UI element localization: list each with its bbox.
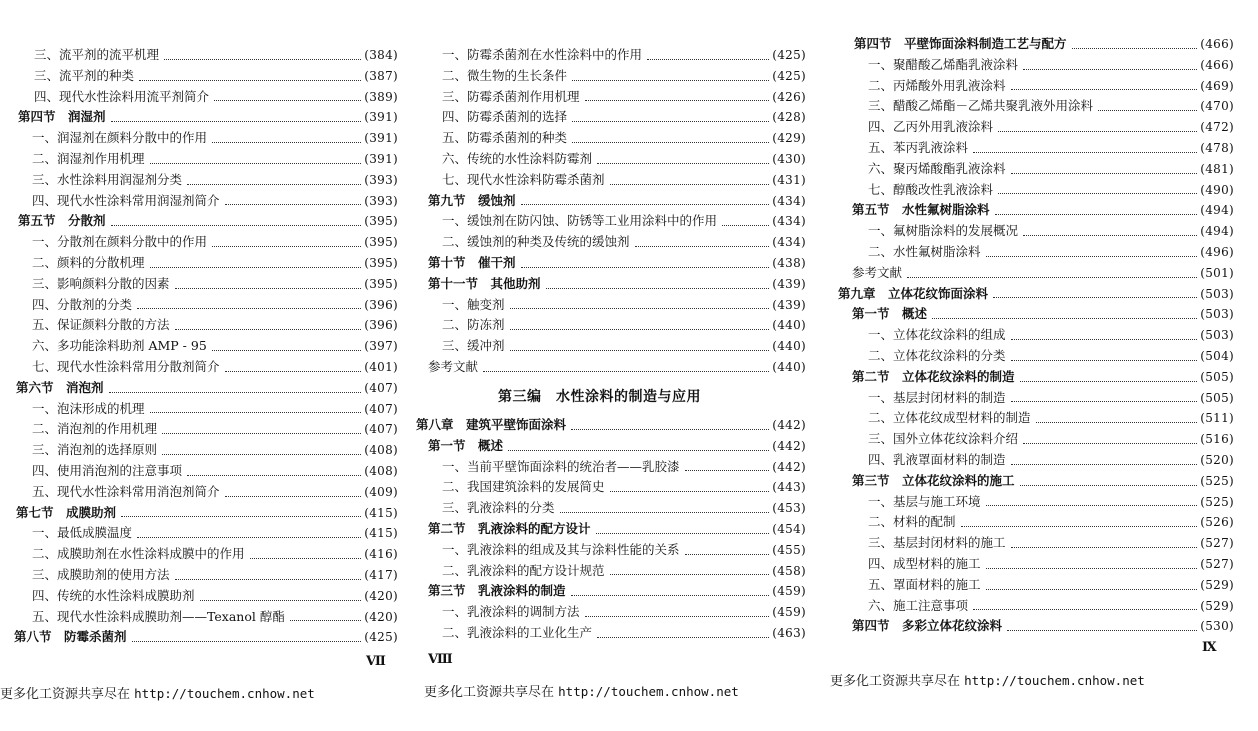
- toc-entry: 一、聚醋酸乙烯酯乳液涂料 (466): [868, 56, 1234, 72]
- toc-entry: 一、泡沫形成的机理 (407): [32, 400, 398, 416]
- toc-entry: 一、立体花纹涂料的组成 (503): [868, 327, 1234, 343]
- toc-section: 第七节 成膜助剂 (415): [16, 504, 398, 520]
- toc-entry: 二、颜料的分散机理 (395): [32, 254, 398, 270]
- toc-entry: 二、乳液涂料的配方设计规范 (458): [442, 562, 806, 578]
- toc-entry: 六、施工注意事项 (529): [868, 597, 1234, 613]
- toc-entry: 三、基层封闭材料的施工 (527): [868, 535, 1234, 551]
- toc-list-top: [416, 45, 806, 378]
- page-folio: Ⅸ: [1202, 640, 1217, 655]
- toc-entry: 五、现代水性涂料常用消泡剂简介 (409): [32, 483, 398, 499]
- toc-entry: 七、醇酸改性乳液涂料 (490): [868, 181, 1234, 197]
- page-folio: Ⅶ: [366, 654, 386, 669]
- toc-entry: 一、触变剂 (439): [442, 296, 806, 312]
- toc-entry: 三、水性涂料用润湿剂分类 (393): [32, 171, 398, 187]
- toc-entry: 一、润湿剂在颜料分散中的作用 (391): [32, 130, 398, 146]
- toc-section: 第五节 分散剂 (395): [18, 213, 398, 229]
- toc-entry: 二、立体花纹成型材料的制造 (511): [868, 410, 1234, 426]
- toc-entry: 四、分散剂的分类 (396): [32, 296, 398, 312]
- toc-entry: 三、流平剂的种类 (387): [34, 67, 398, 83]
- toc-entry: 二、材料的配制 (526): [868, 514, 1234, 530]
- toc-entry: 五、防霉杀菌剂的种类 (429): [442, 130, 806, 146]
- toc-entry: 一、乳液涂料的组成及其与涂料性能的关系 (455): [442, 541, 806, 557]
- toc-section: 第一节 概述 (442): [428, 437, 806, 453]
- toc-entry: 一、乳液涂料的调制方法 (459): [442, 604, 806, 620]
- footer-credit: [424, 681, 739, 700]
- footer-text: 更多化工资源共享尽在: [0, 687, 131, 702]
- toc-section: 第十一节 其他助剂 (439): [428, 275, 806, 291]
- toc-entry: 三、成膜助剂的使用方法 (417): [32, 566, 398, 582]
- toc-section: 第六节 消泡剂 (407): [16, 379, 398, 395]
- toc-entry: 参考文献 (440): [428, 358, 806, 374]
- toc-entry: 二、缓蚀剂的种类及传统的缓蚀剂 (434): [442, 234, 806, 250]
- toc-entry: 五、罩面材料的施工 (529): [868, 576, 1234, 592]
- toc-entry: 五、现代水性涂料成膜助剂——Texanol 醇酯 (420): [32, 608, 398, 624]
- toc-list: [14, 45, 398, 648]
- toc-entry: 四、现代水性涂料用流平剂简介 (389): [34, 88, 398, 104]
- toc-entry: 二、水性氟树脂涂料 (496): [868, 243, 1234, 259]
- toc-entry: 四、成型材料的施工 (527): [868, 555, 1234, 571]
- toc-section: 第二节 乳液涂料的配方设计 (454): [428, 520, 806, 536]
- toc-entry: 一、基层与施工环境 (525): [868, 493, 1234, 509]
- toc-entry: 二、微生物的生长条件 (425): [442, 67, 806, 83]
- toc-entry: 四、乳液罩面材料的制造 (520): [868, 451, 1234, 467]
- toc-entry: 一、当前平壁饰面涂料的统治者——乳胶漆 (442): [442, 458, 806, 474]
- toc-section: 第三节 乳液涂料的制造 (459): [428, 583, 806, 599]
- part-heading: 第三编 水性涂料的制造与应用: [498, 389, 701, 405]
- toc-entry: 一、最低成膜温度 (415): [32, 525, 398, 541]
- toc-entry: 七、现代水性涂料防霉杀菌剂 (431): [442, 171, 806, 187]
- toc-entry: 三、影响颜料分散的因素 (395): [32, 275, 398, 291]
- page-folio: Ⅷ: [428, 652, 453, 667]
- footer-text: 更多化工资源共享尽在: [424, 685, 555, 700]
- toc-entry: 一、防霉杀菌剂在水性涂料中的作用 (425): [442, 47, 806, 62]
- toc-entry: 二、我国建筑涂料的发展简史 (443): [442, 479, 806, 495]
- toc-section: 第十节 催干剂 (438): [428, 254, 806, 270]
- toc-entry: 四、传统的水性涂料成膜助剂 (420): [32, 587, 398, 603]
- toc-list: [838, 34, 1234, 637]
- toc-entry: 六、传统的水性涂料防霉剂 (430): [442, 150, 806, 166]
- toc-entry: 二、乳液涂料的工业化生产 (463): [442, 624, 806, 640]
- toc-section: 第八节 防霉杀菌剂 (425): [14, 629, 398, 645]
- toc-entry: 二、成膜助剂在水性涂料成膜中的作用 (416): [32, 546, 398, 562]
- toc-entry: 一、基层封闭材料的制造 (505): [868, 389, 1234, 405]
- toc-entry: 四、使用消泡剂的注意事项 (408): [32, 462, 398, 478]
- toc-entry: 四、现代水性涂料常用润湿剂简介 (393): [32, 192, 398, 208]
- toc-entry: 二、丙烯酸外用乳液涂料 (469): [868, 77, 1234, 93]
- toc-entry: 七、现代水性涂料常用分散剂简介 (401): [32, 358, 398, 374]
- toc-entry: 一、缓蚀剂在防闪蚀、防锈等工业用涂料中的作用 (434): [442, 213, 806, 229]
- toc-entry: 三、国外立体花纹涂料介绍 (516): [868, 431, 1234, 447]
- footer-credit: [830, 670, 1145, 689]
- footer-url[interactable]: http://touchem.cnhow.net: [134, 686, 315, 701]
- toc-section: 第五节 水性氟树脂涂料 (494): [852, 202, 1234, 218]
- toc-section: 第一节 概述 (503): [852, 306, 1234, 322]
- toc-entry: 参考文献 (501): [852, 264, 1234, 280]
- toc-entry: 一、氟树脂涂料的发展概况 (494): [868, 223, 1234, 239]
- footer-text: 更多化工资源共享尽在: [830, 674, 961, 689]
- toc-entry: 二、防冻剂 (440): [442, 317, 806, 333]
- toc-chapter: 第八章 建筑平壁饰面涂料 (442): [416, 417, 806, 432]
- toc-section: 第四节 多彩立体花纹涂料 (530): [852, 618, 1234, 634]
- toc-entry: 四、乙丙外用乳液涂料 (472): [868, 119, 1234, 135]
- toc-entry: 二、润湿剂作用机理 (391): [32, 150, 398, 166]
- toc-entry: 六、聚丙烯酸酯乳液涂料 (481): [868, 160, 1234, 176]
- toc-section: 第九节 缓蚀剂 (434): [428, 192, 806, 208]
- footer-credit: [0, 683, 315, 702]
- toc-entry: 四、防霉杀菌剂的选择 (428): [442, 109, 806, 125]
- toc-section: 第三节 立体花纹涂料的施工 (525): [852, 472, 1234, 488]
- toc-entry: 三、流平剂的流平机理 (384): [34, 47, 398, 62]
- footer-url[interactable]: http://touchem.cnhow.net: [558, 684, 739, 699]
- footer-url[interactable]: http://touchem.cnhow.net: [964, 673, 1145, 688]
- toc-entry: 五、保证颜料分散的方法 (396): [32, 317, 398, 333]
- toc-entry: 二、消泡剂的作用机理 (407): [32, 421, 398, 437]
- toc-entry: 三、消泡剂的选择原则 (408): [32, 442, 398, 458]
- toc-entry: 三、缓冲剂 (440): [442, 338, 806, 354]
- toc-section: 第四节 平壁饰面涂料制造工艺与配方 (466): [854, 36, 1234, 51]
- toc-entry: 三、防霉杀菌剂作用机理 (426): [442, 88, 806, 104]
- toc-entry: 三、乳液涂料的分类 (453): [442, 500, 806, 516]
- toc-entry: 三、醋酸乙烯酯－乙烯共聚乳液外用涂料 (470): [868, 98, 1234, 114]
- toc-chapter: 第九章 立体花纹饰面涂料 (503): [838, 285, 1234, 301]
- toc-entry: 六、多功能涂料助剂 AMP - 95 (397): [32, 338, 398, 354]
- toc-entry: 五、苯丙乳液涂料 (478): [868, 139, 1234, 155]
- toc-section: 第四节 润湿剂 (391): [18, 109, 398, 125]
- toc-entry: 二、立体花纹涂料的分类 (504): [868, 347, 1234, 363]
- toc-section: 第二节 立体花纹涂料的制造 (505): [852, 368, 1234, 384]
- toc-list-bottom: [416, 415, 806, 644]
- toc-entry: 一、分散剂在颜料分散中的作用 (395): [32, 234, 398, 250]
